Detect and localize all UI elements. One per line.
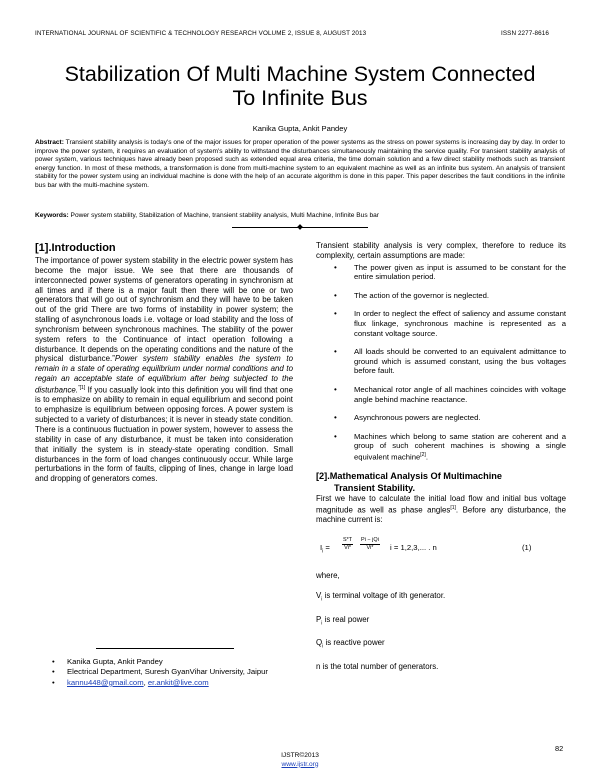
definition-q	[316, 638, 566, 652]
last-assumption-end: .	[425, 452, 428, 462]
right-column	[316, 241, 566, 672]
def-q-text: is reactive power	[323, 638, 385, 648]
footnote-emails	[52, 678, 292, 687]
assumptions-intro: Transient stability analysis is very complex, therefore to reduce its complexity, certain assumptions are made:	[316, 241, 566, 260]
abstract	[35, 139, 565, 190]
list-item: • All loads should be converted to an equivalent admittance to ground which is assumed constant, using the bus voltages before fault.	[316, 347, 566, 376]
author-footnote	[52, 657, 292, 688]
definition-n: n is the total number of generators.	[316, 662, 439, 672]
fraction-2-denominator: Vi*	[366, 544, 374, 551]
def-p-sub: i	[321, 620, 323, 627]
fraction-2-numerator: Pi − jQi	[361, 537, 379, 544]
assumptions-list	[316, 263, 566, 462]
section2-text: First we have to calculate the initial load flow and initial bus voltage magnitude as well as phase angles	[316, 494, 566, 515]
fraction-1-numerator: S*T	[343, 537, 353, 544]
footnote-rule	[96, 648, 234, 649]
authors: Kanika Gupta, Ankit Pandey	[252, 124, 348, 133]
keywords-label: Keywords:	[35, 212, 69, 219]
intro-ref-1: ”[1]	[78, 384, 86, 391]
title-line-1: Stabilization Of Multi Machine System Connected	[64, 62, 536, 86]
keywords	[35, 212, 565, 221]
def-p-text: is real power	[322, 614, 370, 624]
abstract-text: Transient stability analysis is today's one of the major issues for proper operation of the power systems as the stress on power systems is increasing day by day. In order to improve the power system, it requires an evaluation of system's ability to withstand the disturbances simultaneously maintaining the service quality. For transient stability analysis of power system, various techniques have already been proposed such as extended equal area criteria, the time domain solution and a few direct stability methods such as transient energy function. In most of these methods, a transformation is done from multi-machine system to an equivalent machine as well as an infinite bus system. An analysis of transient stability for the power system using an individual machine is done with the help of an accurate algorithm is done in this paper. This paper describes the fault conditions in the infinite bus bar with the multi-machine system.	[35, 139, 565, 189]
paper-title	[0, 62, 600, 110]
intro-body	[35, 256, 293, 484]
list-item	[316, 432, 566, 462]
equation-lhs	[320, 543, 330, 555]
footnote-affiliation: • Electrical Department, Suresh GyanVihar University, Jaipur	[52, 667, 292, 676]
journal-header: INTERNATIONAL JOURNAL OF SCIENTIFIC & TECHNOLOGY RESEARCH VOLUME 2, ISSUE 8, AUGUST 2013	[35, 30, 367, 37]
def-q-symbol: Q	[316, 638, 323, 648]
equation-rhs: i = 1,2,3,... . n	[390, 543, 437, 553]
intro-part2: If you casually look into this definition you will find that one is to emphasize on ability to remain in equal equilibrium and second point to emphasize is equilibrium between opposing forces. A power system is subjected to a variety of disturbances; it is never in steady state condition. There is a continuous fluctuation in power system, however to assess the stability in case of any disturbance, it must be taken into consideration that initially the system is in steady-state operating condition. Small disturbances in the form of load changes continuously occur. While large perturbations in the form of faults, clipping of lines, change in large load and dropping of generators comes.	[35, 385, 293, 484]
where-label: where,	[316, 571, 340, 581]
intro-heading: [1].Introduction	[35, 242, 116, 254]
equation-fraction-1	[342, 537, 353, 551]
section2-heading	[316, 471, 566, 494]
intro-italic-quote: Power system stability enables the system to remain in a state of operating equilibrium under normal conditions and to regain an acceptable state of equilibrium after being subjected to the disturbance.	[35, 354, 293, 395]
page-number: 82	[555, 744, 564, 753]
equation-1	[316, 535, 566, 561]
keywords-text: Power system stability, Stabilization of Machine, transient stability analysis, Multi Machine, Infinite Bus bar	[68, 212, 380, 219]
footer-copyright: IJSTR©2013	[281, 752, 319, 759]
last-assumption-text: Machines which belong to same station are coherent and a group of such coherent machines is showing a single equivalent machine	[354, 431, 566, 462]
list-item: • The action of the governor is neglected.	[316, 291, 566, 301]
list-item: • In order to neglect the effect of saliency and assume constant flux linkage, synchronous machine is represented as a constant voltage source.	[316, 309, 566, 338]
section2-body	[316, 494, 566, 525]
list-item: • Mechanical rotor angle of all machines coincides with voltage angle behind machine reactance.	[316, 385, 566, 404]
equation-fraction-2	[360, 537, 380, 551]
definition-p	[316, 615, 566, 629]
eq-equals: =	[323, 543, 330, 553]
def-v-sub: i	[321, 596, 323, 603]
footer-url-link[interactable]: www.ijstr.org	[281, 760, 319, 768]
footnote-authors: • Kanika Gupta, Ankit Pandey	[52, 657, 292, 666]
section2-text2: . Before any disturbance, the machine current is:	[316, 505, 567, 525]
left-column	[35, 241, 293, 484]
last-assumption-ref: [2]	[420, 452, 426, 458]
equation-number: (1)	[522, 543, 532, 553]
eq-lhs-symbol: I	[320, 543, 323, 553]
eq-lhs-sub: i	[322, 548, 324, 555]
def-q-sub: i	[322, 644, 324, 651]
fraction-1-denominator: Vi*	[344, 544, 352, 551]
email-link-1[interactable]: kannu448@gmail.com	[67, 677, 144, 687]
issn: ISSN 2277-8616	[501, 30, 549, 37]
def-p-symbol: P	[316, 614, 322, 624]
section2-heading-line1: [2].Mathematical Analysis Of Multimachine	[316, 471, 503, 482]
email-separator: ,	[143, 677, 148, 687]
abstract-label: Abstract:	[35, 139, 64, 146]
definition-v	[316, 591, 566, 605]
section2-heading-line2: Transient Stability.	[334, 482, 416, 493]
def-v-symbol: V	[316, 591, 322, 601]
list-item: • The power given as input is assumed to be constant for the entire simulation period.	[316, 263, 566, 282]
list-item: • Asynchronous powers are neglected.	[316, 413, 566, 423]
title-line-2: To Infinite Bus	[232, 86, 368, 110]
section2-ref: [1]	[450, 505, 456, 511]
intro-part1: The importance of power system stability in the electric power system has become the major issue. We see that there are thousands of interconnected power systems of generators operating in synchronism at all times and if there is a major fault then there will be one or two generators that will go out of synchronism and they will have to be taken out of the grid There are two forms of instability in power system; the stalling of asynchronous loads i.e. voltage or load stability and the loss of synchronism between synchronous machines. The stability of the power system refers to the Continuance of intact operation following a disturbance. It depends on the operating conditions and the nature of the physical disturbance.”	[35, 256, 293, 364]
email-link-2[interactable]: er.ankit@live.com	[147, 677, 209, 687]
divider-diamond-icon	[297, 224, 303, 230]
footer	[0, 752, 600, 769]
def-v-text: is terminal voltage of ith generator.	[322, 591, 446, 601]
